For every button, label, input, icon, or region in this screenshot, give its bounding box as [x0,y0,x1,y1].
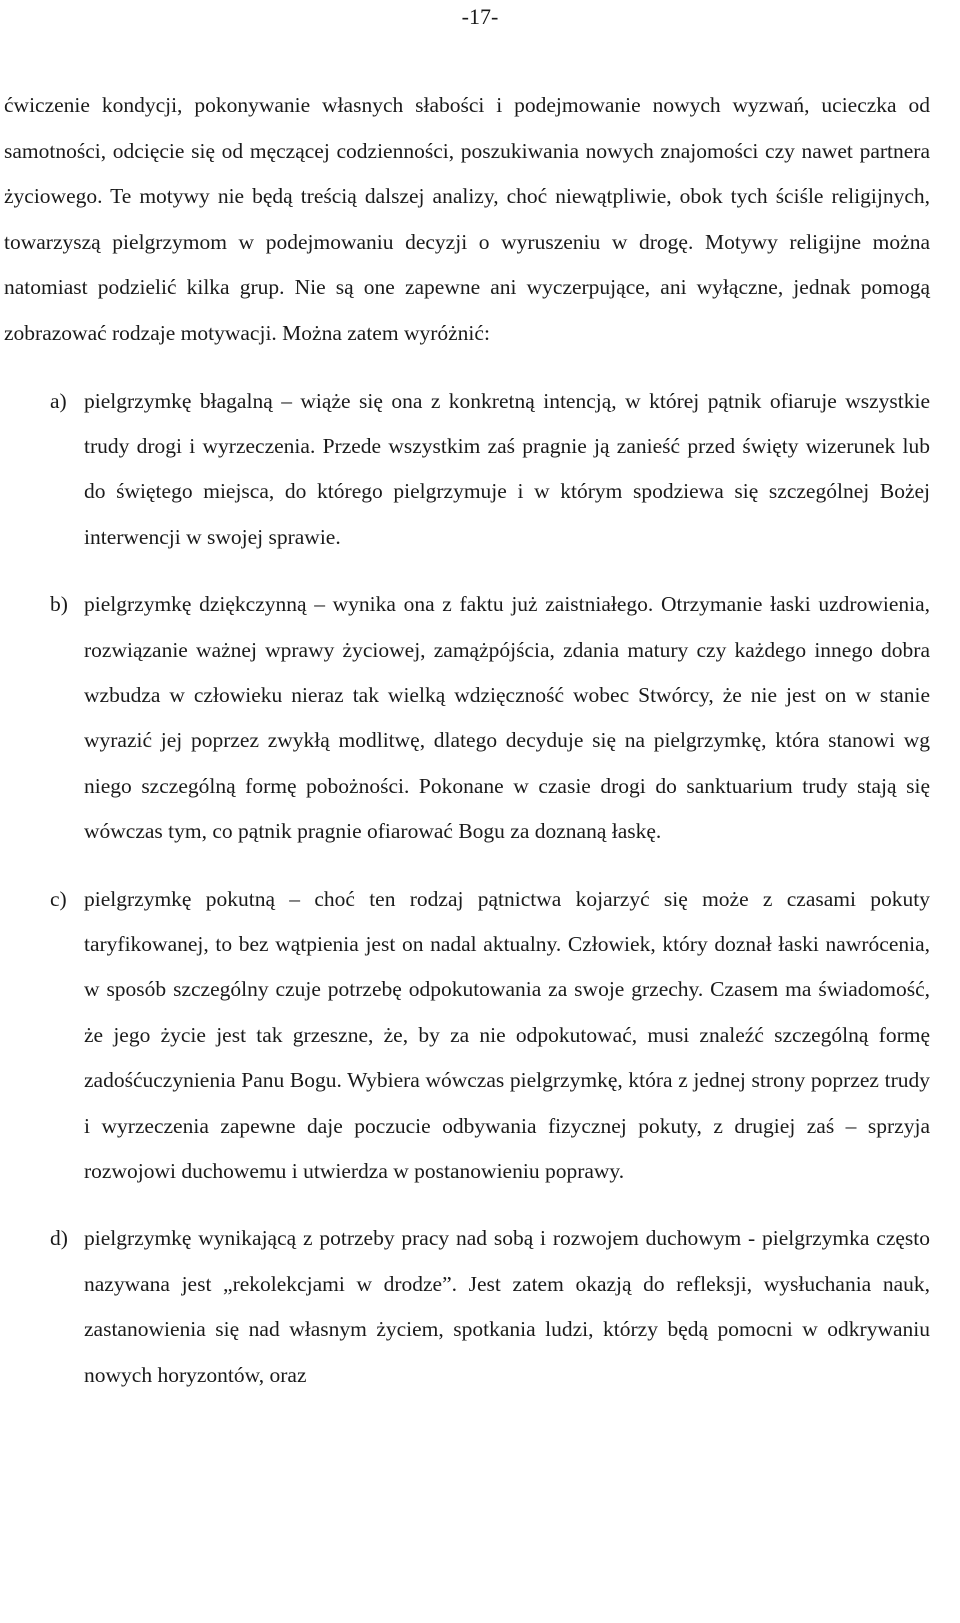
document-body [4,83,930,1398]
list-item-d [4,1216,930,1398]
list-item-a [4,379,930,561]
list-marker: c) [50,886,67,911]
list-item-b [4,582,930,854]
list-item-c [4,877,930,1195]
intro-paragraph: ćwiczenie kondycji, pokonywanie własnych słabości i podejmowanie nowych wyzwań, ucieczka od samotności, odcięcie się od męczącej codzienności, poszukiwania nowych znajomości czy nawet partnera życiowego. Te motywy nie będą treścią dalszej analizy, choć niewątpliwie, obok tych ściśle religijnych, towarzyszą pielgrzymom w podejmowaniu decyzji o wyruszeniu w drogę. Motywy religijne można natomiast podzielić kilka grup. Nie są one zapewne ani wyczerpujące, ani wyłączne, jednak pomogą zobrazować rodzaje motywacji. Można zatem wyróżnić: [4,93,930,345]
motivation-list [4,379,930,1399]
list-item-text: pielgrzymkę wynikającą z potrzeby pracy nad sobą i rozwojem duchowym - pielgrzymka często nazywana jest „rekolekcjami w drodze”. Jest zatem okazją do refleksji, wysłuchania nauk, zastanowienia się nad własnym życiem, spotkania ludzi, którzy będą pomocni w odkrywaniu nowych horyzontów, oraz [84,1226,930,1387]
list-marker: a) [50,388,67,413]
list-item-text: pielgrzymkę pokutną – choć ten rodzaj pątnictwa kojarzyć się może z czasami pokuty taryfikowanej, to bez wątpienia jest on nadal aktualny. Człowiek, który doznał łaski nawrócenia, w sposób szczególny czuje potrzebę odpokutowania za swoje grzechy. Czasem ma świadomość, że jego życie jest tak grzeszne, że, by za nie odpokutować, musi znaleźć szczególną formę zadośćuczynienia Panu Bogu. Wybiera wówczas pielgrzymkę, która z jednej strony poprzez trudy i wyrzeczenia zapewne daje poczucie odbywania fizycznej pokuty, z drugiej zaś – sprzyja rozwojowi duchowemu i utwierdza w postanowieniu poprawy. [84,886,930,1184]
list-item-text: pielgrzymkę dziękczynną – wynika ona z faktu już zaistniałego. Otrzymanie łaski uzdrowienia, rozwiązanie ważnej wprawy życiowej, zamążpójścia, zdania matury czy każdego innego dobra wzbudza w człowieku nieraz tak wielką wdzięczność wobec Stwórcy, że nie jest on w stanie wyrazić jej poprzez zwykłą modlitwę, dlatego decyduje się na pielgrzymkę, która stanowi wg niego szczególną formę pobożności. Pokonane w czasie drogi do sanktuarium trudy stają się wówczas tym, co pątnik pragnie ofiarować Bogu za doznaną łaskę. [84,592,930,844]
page-number: -17- [461,4,499,29]
list-marker: b) [50,592,68,617]
list-marker: d) [50,1226,68,1251]
list-item-text: pielgrzymkę błagalną – wiąże się ona z konkretną intencją, w której pątnik ofiaruje wszystkie trudy drogi i wyrzeczenia. Przede wszystkim zaś pragnie ją zanieść przed święty wizerunek lub do świętego miejsca, do którego pielgrzymuje i w którym spodziewa się szczególnej Bożej interwencji w swojej sprawie. [84,388,930,549]
